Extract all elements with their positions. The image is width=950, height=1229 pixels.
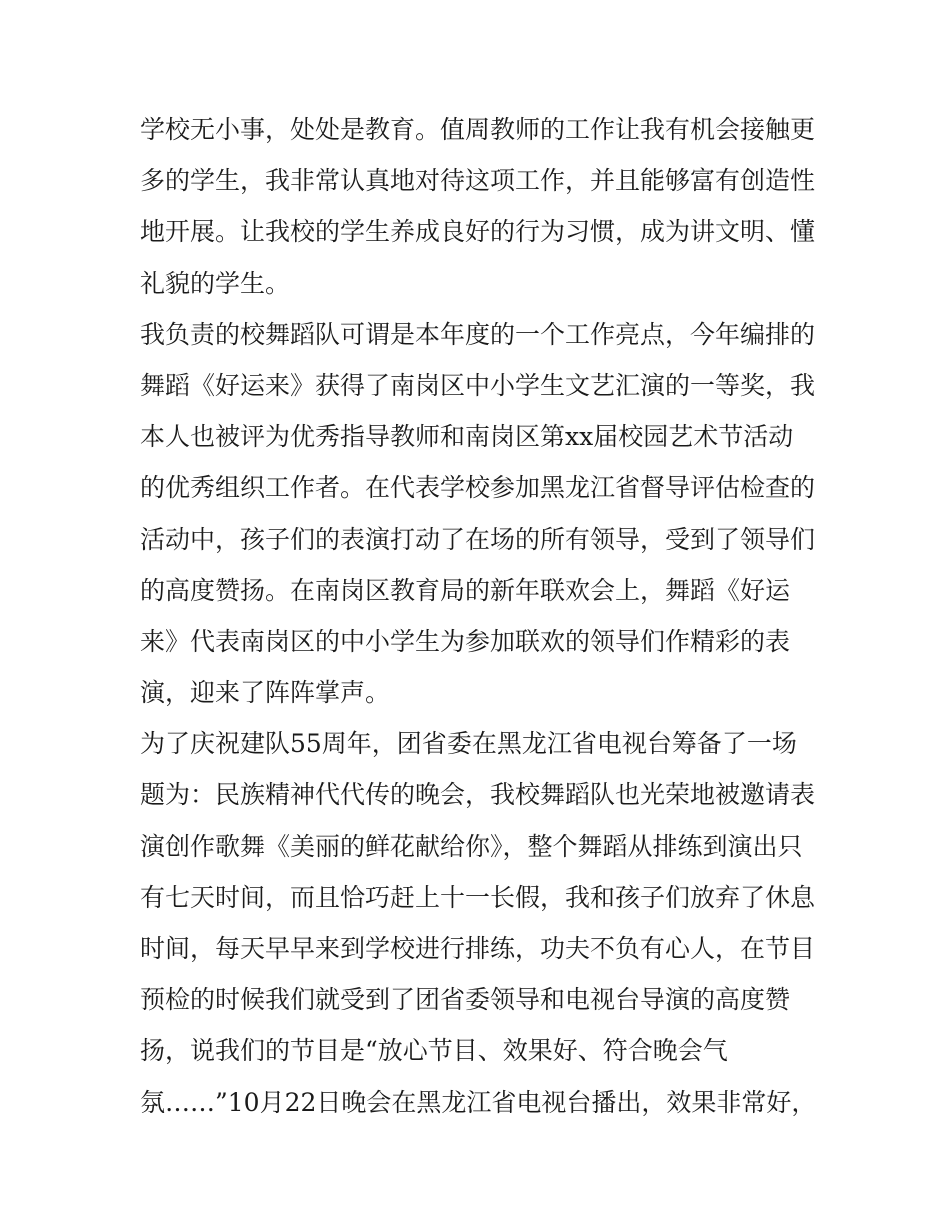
text-line: 预检的时候我们就受到了团省委领导和电视台导演的高度赞 <box>140 985 791 1015</box>
text-line: 地开展。让我校的学生养成良好的行为习惯，成为讲文明、懂 <box>140 217 816 247</box>
text-line: 多的学生，我非常认真地对待这项工作，并且能够富有创造性 <box>140 166 816 196</box>
document-body <box>140 104 820 1128</box>
text-line: 演创作歌舞《美丽的鲜花献给你》，整个舞蹈从排练到演出只 <box>140 831 803 861</box>
text-line: 礼貌的学生。 <box>140 268 291 298</box>
text-line: 来》代表南岗区的中小学生为参加联欢的领导们作精彩的表 <box>140 626 791 656</box>
text-line: 本人也被评为优秀指导教师和南岗区第xx届校园艺术节活动 <box>140 422 794 452</box>
text-line: 的高度赞扬。在南岗区教育局的新年联欢会上，舞蹈《好运 <box>140 575 791 605</box>
text-line: 扬，说我们的节目是“放心节目、效果好、符合晚会气 <box>140 1036 728 1066</box>
text-line: 我负责的校舞蹈队可谓是本年度的一个工作亮点，今年编排的 <box>140 319 816 349</box>
text-line: 氛……”10月22日晚会在黑龙江省电视台播出，效果非常好， <box>140 1087 817 1117</box>
text-line: 舞蹈《好运来》获得了南岗区中小学生文艺汇演的一等奖，我 <box>140 370 816 400</box>
text-line: 时间，每天早早来到学校进行排练，功夫不负有心人，在节目 <box>140 934 816 963</box>
text-line: 演，迎来了阵阵掌声。 <box>140 678 391 708</box>
text-line: 活动中，孩子们的表演打动了在场的所有领导，受到了领导们 <box>140 524 816 554</box>
text-line: 为了庆祝建队55周年，团省委在黑龙江省电视台筹备了一场 <box>140 729 797 759</box>
text-line: 的优秀组织工作者。在代表学校参加黑龙江省督导评估检查的 <box>140 473 816 503</box>
text-line: 学校无小事，处处是教育。值周教师的工作让我有机会接触更 <box>140 115 816 144</box>
text-line: 有七天时间，而且恰巧赶上十一长假，我和孩子们放弃了休息 <box>140 882 816 912</box>
text-line: 题为：民族精神代代传的晚会，我校舞蹈队也光荣地被邀请表 <box>140 780 816 810</box>
